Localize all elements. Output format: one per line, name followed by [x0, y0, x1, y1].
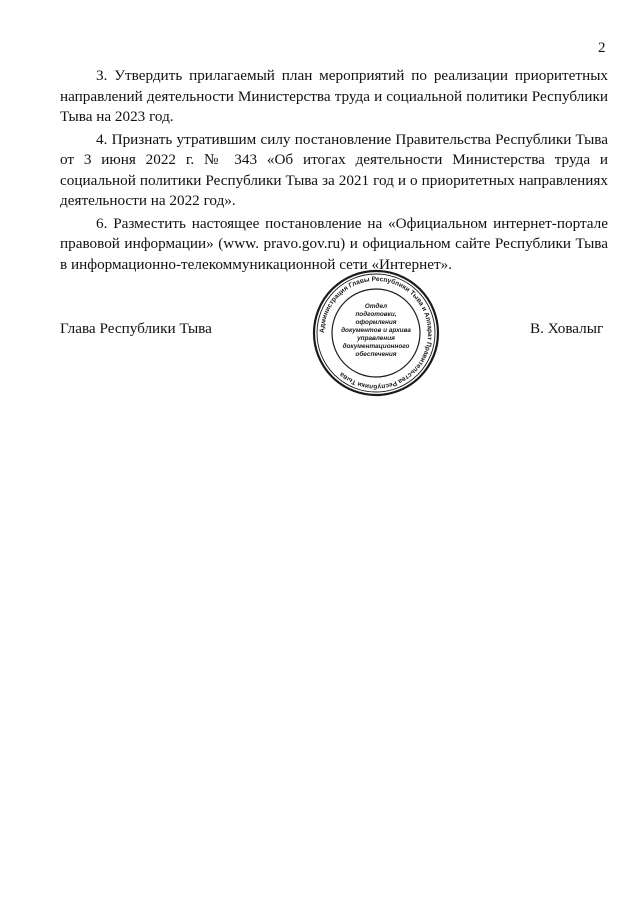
seal-center-line: Отдел	[364, 303, 388, 310]
seal-center-line: обеспечения	[355, 351, 397, 358]
seal-center-line: управления	[357, 335, 395, 342]
seal-center-line: подготовки,	[355, 311, 397, 318]
document-body	[60, 66, 608, 277]
official-seal-stamp	[311, 268, 441, 398]
seal-center-line: оформления	[355, 319, 397, 326]
signatory-position: Глава Республики Тыва	[60, 320, 212, 337]
paragraph-item-4: 4. Признать утратившим силу постановление Правительства Республики Тыва от 3 июня 2022 г. № 343 «Об итогах деятельности Министерства труда и социальной политики Республики Тыва за 2021 год и о приоритетных направлениях деятельности на 2022 год».	[60, 130, 608, 209]
seal-center-line: документационного	[342, 343, 410, 350]
seal-ring-text: Администрация Главы Республики Тыва и Аппарат Правительства Республики Тыва	[318, 275, 434, 391]
paragraph-item-6: 6. Разместить настоящее постановление на «Официальном интернет-портале правовой информации» (www. pravo.gov.ru) и официальном сайте Республики Тыва в информационно-телекоммуникационной сети «Интернет».	[60, 214, 608, 273]
seal-center-line: документов и архива	[341, 327, 411, 334]
page-number: 2	[598, 40, 606, 56]
signatory-name: В. Ховалыг	[530, 320, 604, 337]
paragraph-item-3: 3. Утвердить прилагаемый план мероприятий по реализации приоритетных направлений деятельности Министерства труда и социальной политики Республики Тыва на 2023 год.	[60, 67, 608, 125]
